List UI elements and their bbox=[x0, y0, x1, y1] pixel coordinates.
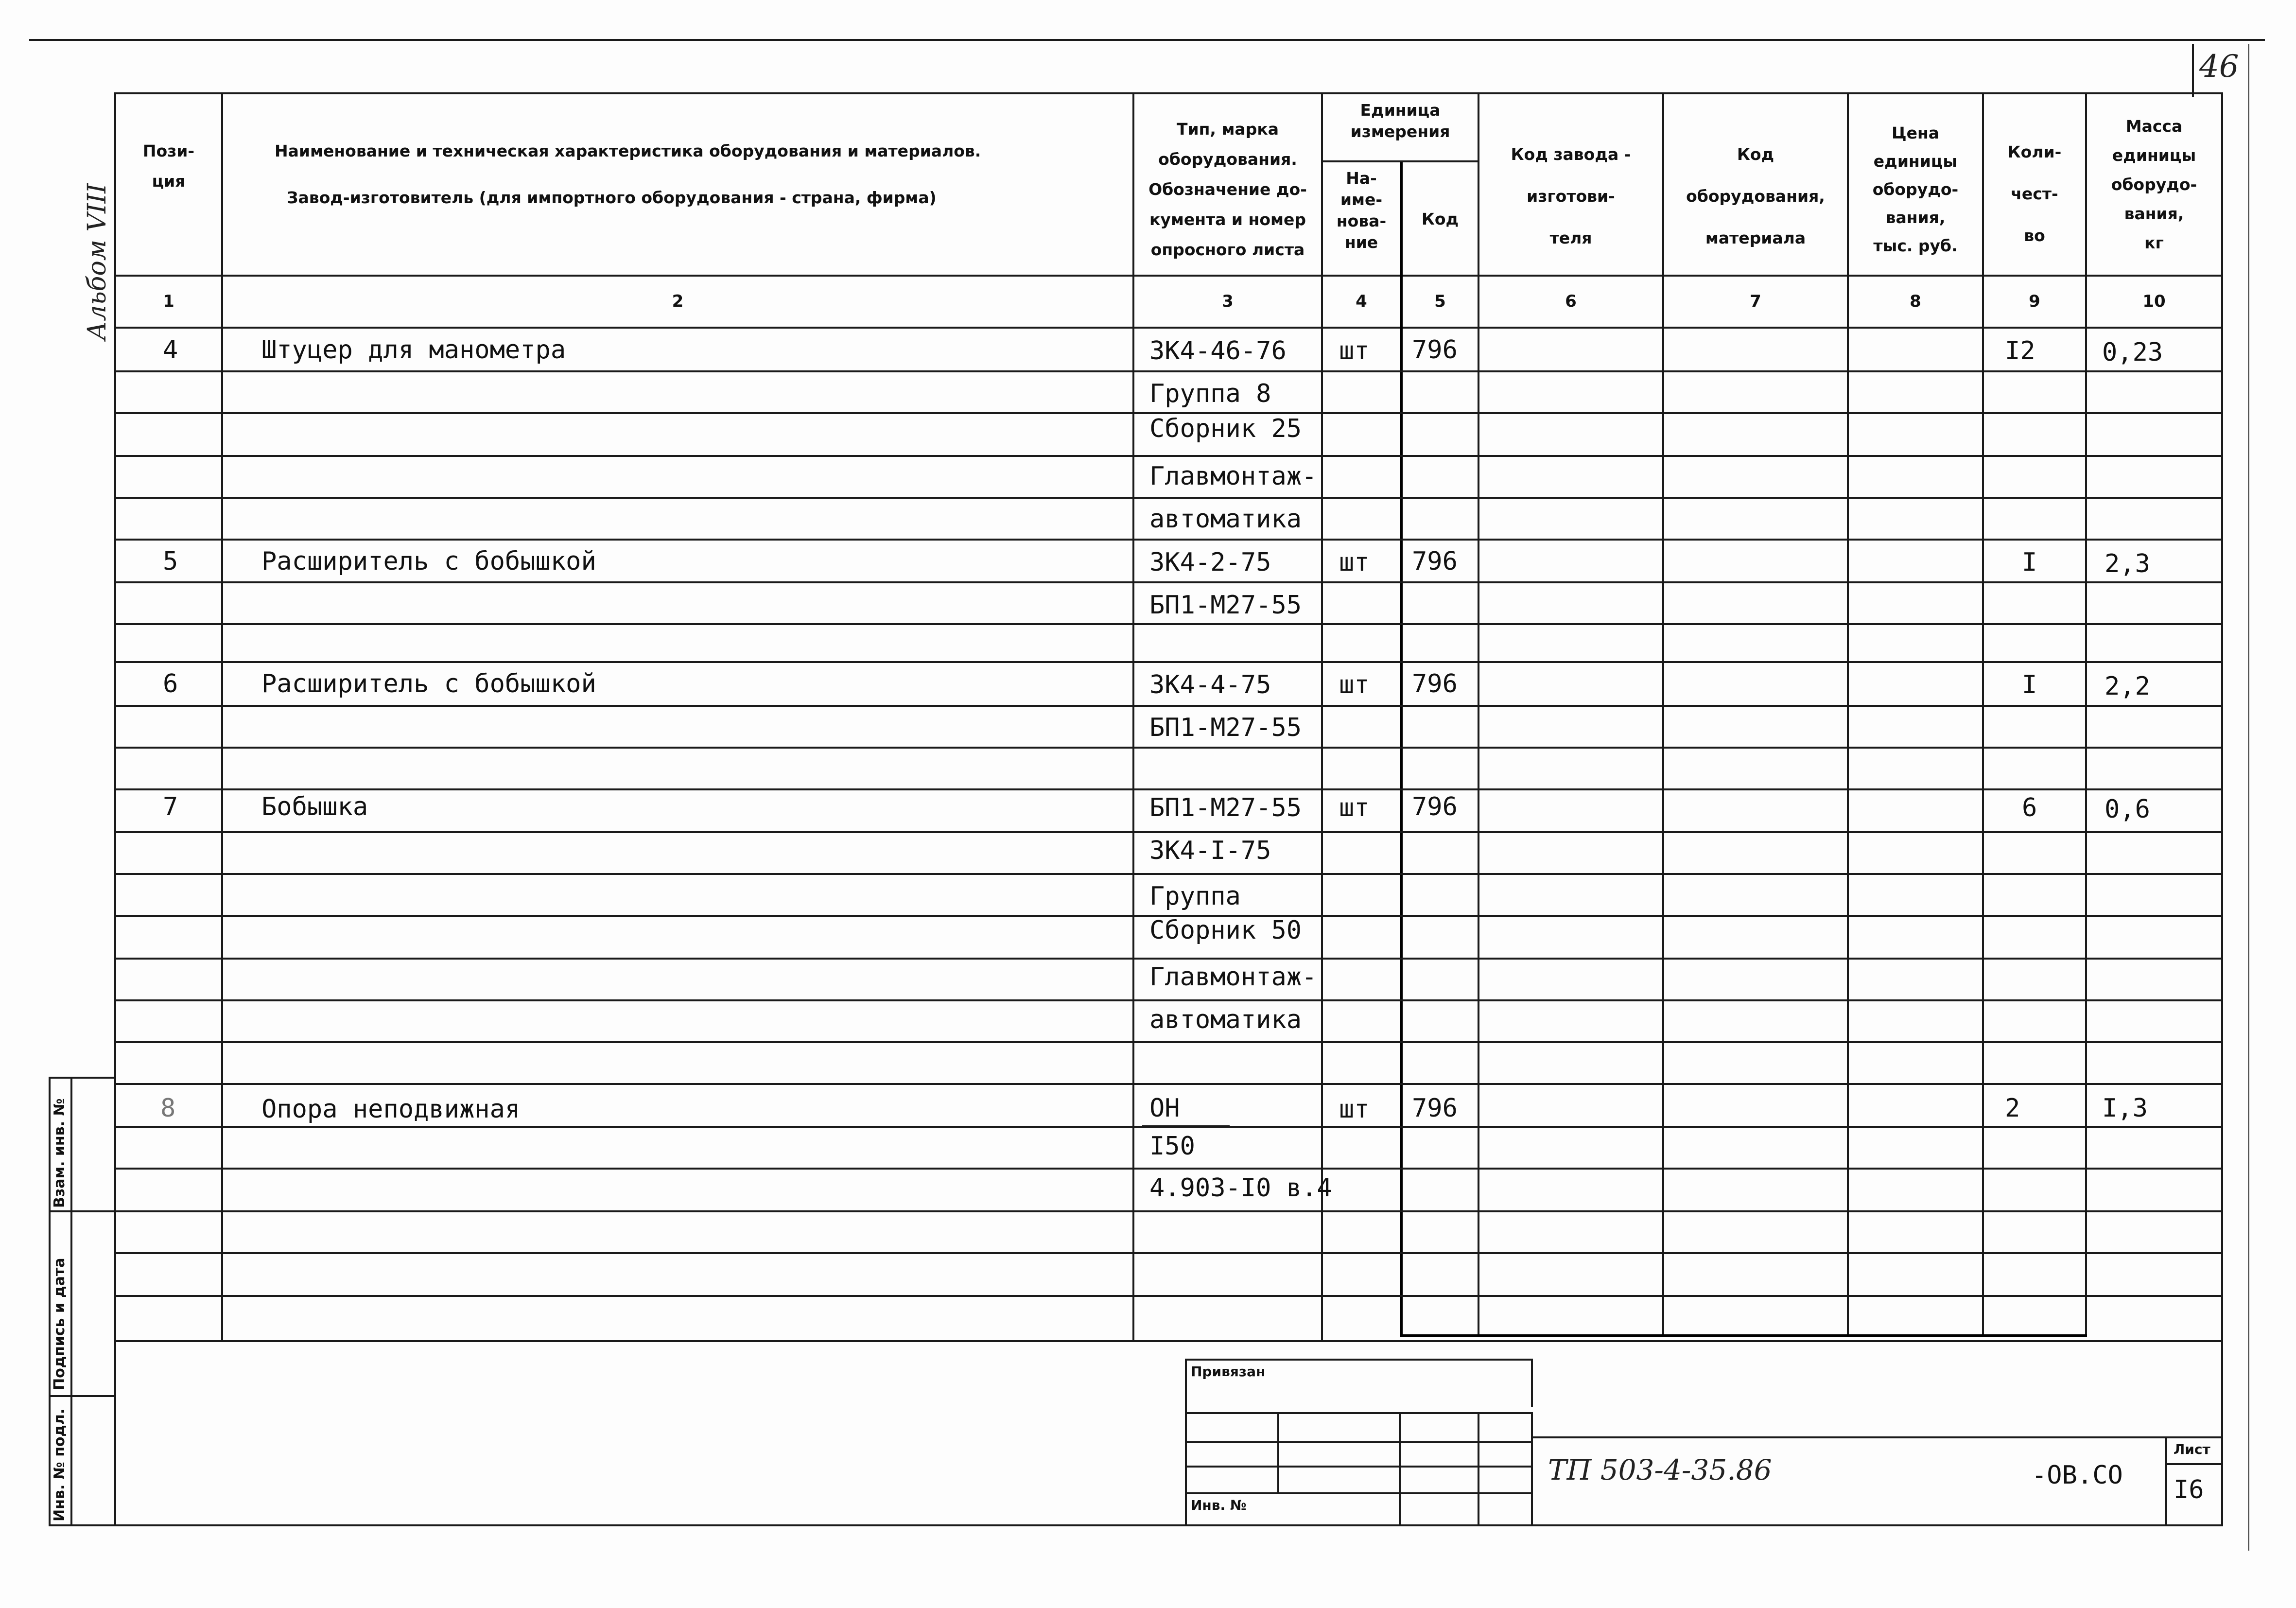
tb-col-line bbox=[1531, 1412, 1533, 1526]
column-number: 6 bbox=[1565, 292, 1577, 311]
header-mass: Масса единицы оборудо- вания, кг bbox=[2111, 117, 2197, 252]
header-position: Пози- ция bbox=[142, 141, 195, 191]
row-position: 7 bbox=[163, 792, 178, 821]
col-sep-7 bbox=[1847, 92, 1849, 1337]
column-number: 10 bbox=[2142, 292, 2166, 311]
tb-col-line bbox=[1277, 1412, 1279, 1492]
row-code: 796 bbox=[1412, 669, 1458, 699]
tb-col-line bbox=[1478, 1412, 1479, 1526]
row-mass: 0,23 bbox=[2102, 338, 2163, 367]
tb-privyazan-label: Привязан bbox=[1191, 1363, 1266, 1380]
tb-doc-code: ТП 503-4-35.86 bbox=[1548, 1453, 1772, 1486]
row-line bbox=[114, 1083, 2223, 1085]
header-type: Тип, марка оборудования. Обозначение до- кумента и номер опросного листа bbox=[1148, 120, 1307, 259]
row-type: автоматика bbox=[1149, 505, 1302, 534]
row-line bbox=[114, 1295, 2223, 1297]
row-name: Расширитель с бобышкой bbox=[261, 669, 596, 699]
row-quantity: 2 bbox=[2005, 1094, 2020, 1123]
tb-list-number: I6 bbox=[2174, 1475, 2204, 1504]
row-type: ЗК4-2-75 bbox=[1149, 548, 1271, 577]
sheet-corner-number: 46 bbox=[2199, 49, 2239, 85]
side-stamp-left bbox=[49, 1077, 51, 1526]
row-type: БП1-М27-55 bbox=[1149, 713, 1302, 742]
side-stamp-sep bbox=[49, 1395, 116, 1397]
row-line bbox=[114, 539, 2223, 541]
row-position: 6 bbox=[163, 669, 178, 699]
header-unit-code: Код bbox=[1421, 210, 1459, 228]
header-equipment-code: Код оборудования, материала bbox=[1686, 145, 1825, 247]
row-type: БП1-М27-55 bbox=[1149, 591, 1302, 620]
column-number: 7 bbox=[1750, 292, 1761, 311]
row-unit: шт bbox=[1339, 793, 1370, 822]
row-quantity: I bbox=[2022, 670, 2037, 699]
header-unit-name: На- име- нова- ние bbox=[1336, 169, 1387, 252]
column-number: 2 bbox=[672, 292, 684, 311]
corner-box-left bbox=[2192, 44, 2194, 97]
row-line bbox=[114, 705, 2223, 707]
tb-row-line bbox=[1185, 1466, 1533, 1468]
col-sep-1 bbox=[221, 92, 223, 1342]
row-name: Опора неподвижная bbox=[261, 1095, 521, 1124]
row-mass: 2,3 bbox=[2105, 549, 2150, 578]
tb-doc-suffix: -ОВ.СО bbox=[2032, 1461, 2123, 1490]
side-stamp-mid bbox=[70, 1077, 72, 1526]
row-type: Сборник 50 bbox=[1149, 916, 1302, 945]
side-stamp-signature-date: Подпись и дата bbox=[51, 1258, 68, 1390]
unit-group-subline bbox=[1321, 160, 1478, 162]
album-mark: Альбом VIII bbox=[83, 183, 112, 340]
tb-row-line bbox=[1185, 1492, 1533, 1494]
tb-box-right bbox=[1531, 1359, 1533, 1407]
row-code: 796 bbox=[1412, 1094, 1458, 1123]
table-right-border bbox=[2221, 92, 2223, 1526]
row-code: 796 bbox=[1412, 335, 1458, 365]
side-stamp-bottom bbox=[49, 1524, 2223, 1526]
row-line bbox=[114, 1252, 2223, 1254]
row-line bbox=[114, 1210, 2223, 1212]
header-name-line2: Завод-изготовитель (для импортного оборудования - страна, фирма) bbox=[287, 188, 937, 207]
row-type: ЗК4-46-76 bbox=[1149, 336, 1287, 366]
col-sep-5 bbox=[1478, 92, 1479, 1337]
row-unit: шт bbox=[1339, 548, 1370, 577]
header-factory-code: Код завода - изготови- теля bbox=[1511, 145, 1631, 247]
row-quantity: 6 bbox=[2022, 793, 2037, 822]
row-line bbox=[114, 497, 2223, 499]
row-mass: 0,6 bbox=[2105, 795, 2150, 824]
row-type: 4.903-I0 в.4 bbox=[1149, 1173, 1332, 1203]
row-type: Главмонтаж- bbox=[1149, 962, 1317, 992]
col-sep-4 bbox=[1400, 160, 1403, 1337]
page-right-edge bbox=[2248, 44, 2249, 1551]
table-top-border bbox=[114, 92, 2223, 94]
header-name-line1: Наименование и техническая характеристика оборудования и материалов. bbox=[275, 141, 981, 160]
column-number: 9 bbox=[2029, 292, 2040, 311]
row-type: ОН bbox=[1149, 1094, 1180, 1123]
row-code: 796 bbox=[1412, 547, 1458, 576]
col-sep-9 bbox=[2085, 92, 2087, 1337]
row-type: Главмонтаж- bbox=[1149, 462, 1317, 491]
row-position: 4 bbox=[163, 335, 178, 365]
row-line bbox=[114, 661, 2223, 663]
row-type: ЗК4-4-75 bbox=[1149, 670, 1271, 699]
row-code: 796 bbox=[1412, 792, 1458, 821]
side-stamp-original-inv: Инв. № подл. bbox=[51, 1408, 68, 1521]
row-name: Штуцер для манометра bbox=[261, 335, 566, 365]
row-line bbox=[114, 1041, 2223, 1043]
row-name: Расширитель с бобышкой bbox=[261, 547, 596, 576]
tb-list-label: Лист bbox=[2174, 1441, 2210, 1457]
table-body-bottom-thick bbox=[1400, 1334, 2087, 1337]
row-type: БП1-М27-55 bbox=[1149, 793, 1302, 822]
tb-col-line bbox=[1399, 1412, 1401, 1526]
row-type: I50 bbox=[1149, 1132, 1195, 1161]
row-line bbox=[114, 873, 2223, 875]
row-type: Группа 8 bbox=[1149, 379, 1271, 408]
column-number: 1 bbox=[163, 292, 174, 311]
row-line bbox=[114, 370, 2223, 372]
side-stamp-sep bbox=[49, 1210, 116, 1212]
header-quantity: Коли- чест- во bbox=[2007, 142, 2062, 245]
table-body-bottom bbox=[114, 1340, 2223, 1342]
column-number: 8 bbox=[1910, 292, 1921, 311]
row-type: Сборник 25 bbox=[1149, 414, 1302, 443]
column-number-row-bottom bbox=[114, 327, 2223, 329]
column-number: 5 bbox=[1434, 292, 1446, 311]
header-bottom-line bbox=[114, 275, 2223, 277]
column-number: 4 bbox=[1356, 292, 1367, 311]
tb-row-line bbox=[1185, 1412, 1533, 1414]
row-type: автоматика bbox=[1149, 1005, 1302, 1034]
row-unit: шт bbox=[1339, 1095, 1370, 1124]
tb-row-line bbox=[1185, 1441, 1533, 1443]
col-sep-6 bbox=[1662, 92, 1664, 1337]
tb-box-top bbox=[1185, 1359, 1533, 1361]
row-type: ЗК4-I-75 bbox=[1149, 836, 1271, 865]
col-sep-3 bbox=[1321, 92, 1323, 1342]
row-quantity: I bbox=[2022, 548, 2037, 577]
row-mass: 2,2 bbox=[2105, 672, 2150, 701]
header-price: Цена единицы оборудо- вания, тыс. руб. bbox=[1872, 123, 1959, 255]
row-position: 5 bbox=[163, 547, 178, 576]
row-mass: I,3 bbox=[2102, 1094, 2148, 1123]
row-unit: шт bbox=[1339, 336, 1370, 366]
tb-list-sep bbox=[2165, 1463, 2223, 1465]
row-type: Группа bbox=[1149, 882, 1241, 911]
column-number: 3 bbox=[1222, 292, 1234, 311]
row-name: Бобышка bbox=[261, 792, 368, 821]
top-border-line bbox=[29, 39, 2265, 41]
side-stamp-top bbox=[49, 1077, 116, 1079]
side-stamp-replacement-inv: Взам. инв. № bbox=[51, 1098, 68, 1208]
col-sep-2 bbox=[1132, 92, 1134, 1342]
tb-list-left bbox=[2165, 1436, 2167, 1526]
header-unit-group: Единица измерения bbox=[1350, 101, 1450, 141]
col-sep-8 bbox=[1982, 92, 1984, 1337]
row-quantity: I2 bbox=[2005, 336, 2035, 366]
tb-inv-label: Инв. № bbox=[1191, 1497, 1247, 1513]
row-position: 8 bbox=[160, 1094, 176, 1123]
row-unit: шт bbox=[1339, 670, 1370, 699]
tb-title-top bbox=[1531, 1436, 2223, 1438]
